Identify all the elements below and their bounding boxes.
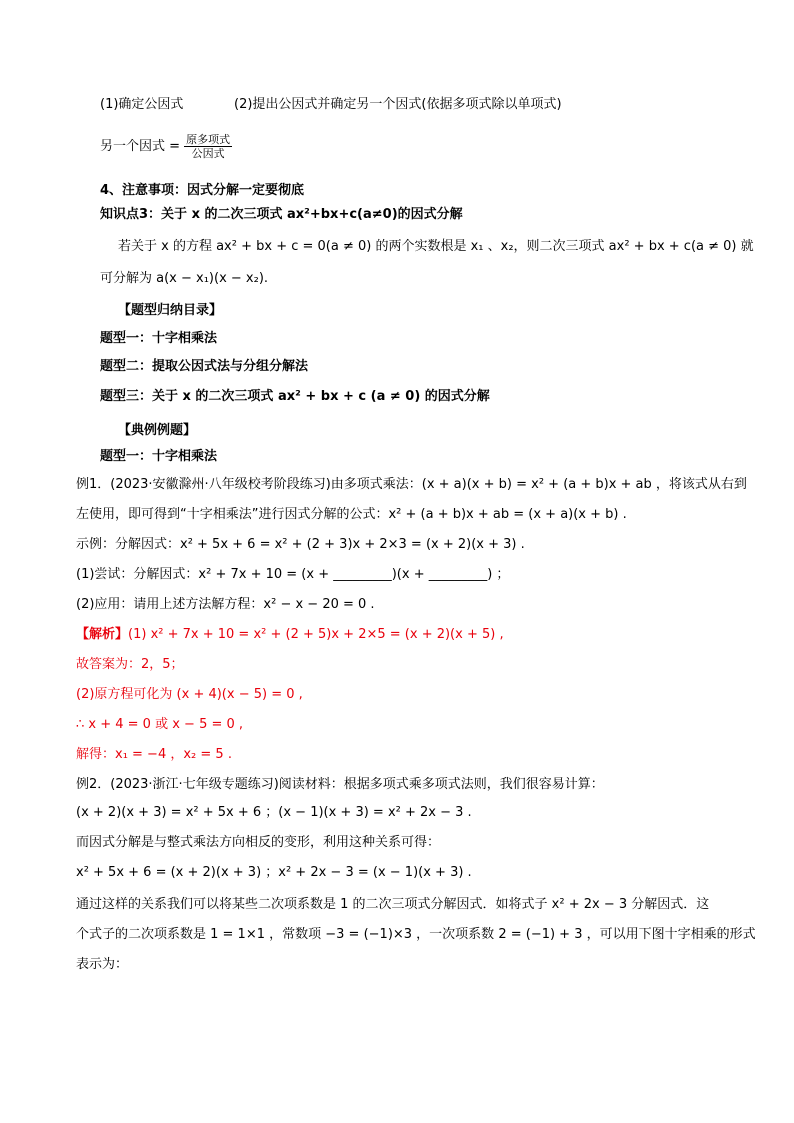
examples-heading: 【典例例题】 — [118, 423, 197, 438]
example-2-expansion: (x + 2)(x + 3) = x² + 5x + 6 ；(x − 1)(x + 3) = x² + 2x − 3 . — [76, 805, 472, 820]
example-1-formula: 左使用，即可得到“十字相乘法”进行因式分解的公式：x² + (a + b)x + ab = (x + a)(x + b) . — [76, 507, 627, 522]
example-1-demo: 示例：分解因式：x² + 5x + 6 = x² + (2 + 3)x + 2×3 = (x + 2)(x + 3) . — [76, 537, 525, 552]
question-type-3: 题型三：关于 x 的二次三项式 ax² + bx + c (a ≠ 0) 的因式分解 — [100, 389, 490, 404]
example-1-part-2: (2)应用：请用上述方法解方程：x² − x − 20 = 0 . — [76, 597, 375, 612]
other-factor-formula — [100, 132, 232, 162]
solution-step-2: (2)原方程可化为 (x + 4)(x − 5) = 0 , — [76, 687, 303, 702]
example-type-1-heading: 题型一：十字相乘法 — [100, 449, 218, 464]
example-2-paragraph-1: 通过这样的关系我们可以将某些二次项系数是 1 的二次三项式分解因式．如将式子 x² + 2x − 3 分解因式．这 — [76, 897, 710, 912]
question-type-2: 题型二：提取公因式法与分组分解法 — [100, 359, 309, 374]
fraction-denominator: 公因式 — [191, 147, 225, 160]
other-factor-fraction — [184, 133, 232, 160]
note-heading: 4、注意事项：因式分解一定要彻底 — [100, 183, 305, 198]
example-1-part-1: (1)尝试：分解因式：x² + 7x + 10 = (x + _________)(x + _________) ； — [76, 567, 510, 582]
example-2-factorization: x² + 5x + 6 = (x + 2)(x + 3) ；x² + 2x − 3 = (x − 1)(x + 3) . — [76, 865, 472, 880]
example-2-stem: 例2．(2023·浙江·七年级专题练习)阅读材料：根据多项式乘多项式法则，我们很容易计算： — [76, 777, 604, 792]
solution-label: 【解析】 — [76, 627, 129, 642]
solution-step-3: ∴ x + 4 = 0 或 x − 5 = 0 , — [76, 717, 244, 732]
factorization-result: 可分解为 a(x − x₁)(x − x₂). — [100, 271, 269, 286]
example-1-stem: 例1．(2023·安徽滁州·八年级校考阶段练习)由多项式乘法：(x + a)(x + b) = x² + (a + b)x + ab ，将该式从右到 — [76, 477, 747, 492]
solution-step-1: (1) x² + 7x + 10 = x² + (2 + 5)x + 2×5 = (x + 2)(x + 5) , — [128, 627, 504, 642]
question-type-1: 题型一：十字相乘法 — [100, 331, 218, 346]
solution-step-4: 解得：x₁ = −4 ，x₂ = 5 . — [76, 747, 232, 762]
example-2-text: 而因式分解是与整式乘法方向相反的变形，利用这种关系可得： — [76, 835, 441, 850]
other-factor-label: 另一个因式 = — [100, 139, 181, 154]
step-1-text: (1)确定公因式 — [100, 97, 184, 112]
step-2-text: (2)提出公因式并确定另一个因式(依据多项式除以单项式) — [234, 97, 562, 112]
solution-answer: 故答案为：2，5； — [76, 657, 184, 672]
solution-line-1 — [76, 626, 504, 644]
fraction-numerator: 原多项式 — [186, 133, 231, 146]
knowledge-point-3: 知识点3：关于 x 的二次三项式 ax²+bx+c(a≠0)的因式分解 — [100, 207, 463, 222]
example-2-paragraph-3: 表示为： — [76, 957, 129, 972]
quadratic-roots-text: 若关于 x 的方程 ax² + bx + c = 0(a ≠ 0) 的两个实数根是 x₁ 、x₂，则二次三项式 ax² + bx + c(a ≠ 0) 就 — [118, 239, 754, 254]
question-type-catalog-heading: 【题型归纳目录】 — [118, 303, 223, 318]
example-2-paragraph-2: 个式子的二次项系数是 1 = 1×1 ，常数项 −3 = (−1)×3 ，一次项系数 2 = (−1) + 3 ，可以用下图十字相乘的形式 — [76, 927, 756, 942]
